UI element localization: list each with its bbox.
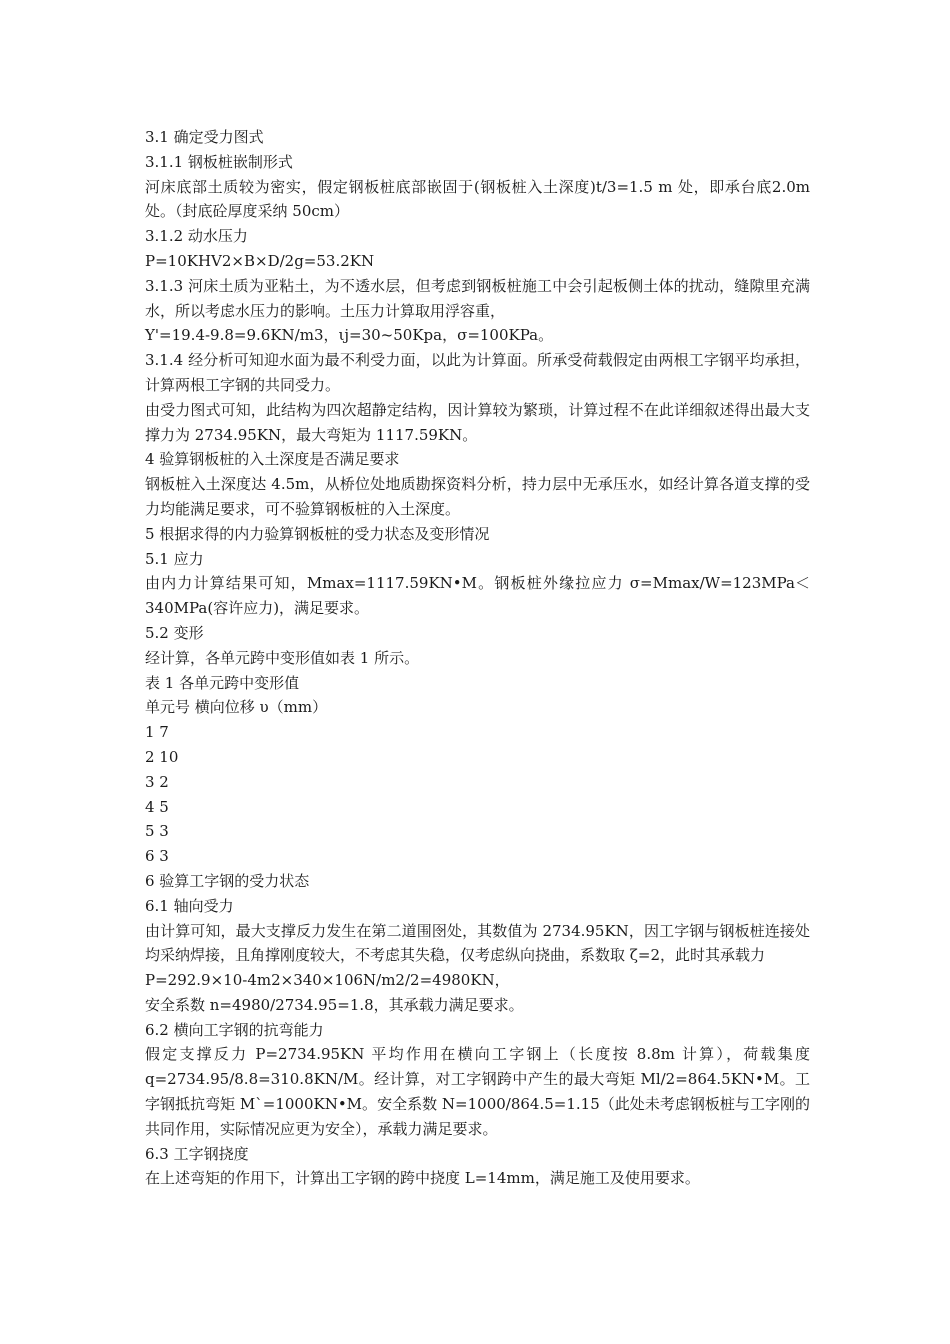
heading-3-1-2: 3.1.2 动水压力	[145, 227, 248, 246]
heading-6-3: 6.3 工字钢挠度	[145, 1144, 249, 1163]
table-row: 3 2	[145, 772, 169, 791]
paragraph-deformation: 经计算，各单元跨中变形值如表 1 所示。	[145, 648, 420, 667]
paragraph-bending: 假定支撑反力 P=2734.95KN 平均作用在横向工字钢上（长度按 8.8m 计算），荷载集度q=2734.95/8.8=310.8KN/M。经计算，对工字钢跨中产生的最大弯矩 Ml/2=864.5KN•M。工字钢抵抗弯矩 M`=1000KN•M。安全系数 N=1000/864.5=1.15（此处未考虑钢板桩与工字刚的共同作用，实际情况应更为安全），承载力满足要求。	[145, 1045, 810, 1138]
document-body	[145, 125, 810, 1191]
table-row: 4 5	[145, 797, 169, 816]
table-row: 1 7	[145, 723, 169, 742]
heading-6-1: 6.1 轴向受力	[145, 896, 234, 915]
heading-6-2: 6.2 横向工字钢的抗弯能力	[145, 1020, 324, 1039]
paragraph-3-1-3: 3.1.3 河床土质为亚粘土，为不透水层，但考虑到钢板桩施工中会引起板侧土体的扰动，缝隙里充满水，所以考虑水压力的影响。土压力计算取用浮容重，	[145, 276, 810, 320]
paragraph-embed-check: 钢板桩入土深度达 4.5m，从桥位处地质勘探资料分析，持力层中无承压水，如经计算各道支撑的受力均能满足要求，可不验算钢板桩的入土深度。	[145, 475, 810, 518]
formula-buoyant-weight: Y'=19.4-9.8=9.6KN/m3，ιj=30~50Kpa，σ=100KPa。	[145, 326, 554, 345]
table-header: 单元号 横向位移 υ（mm）	[145, 698, 328, 717]
paragraph-safety-factor: 安全系数 n=4980/2734.95=1.8，其承载力满足要求。	[145, 995, 524, 1014]
heading-5: 5 根据求得的内力验算钢板桩的受力状态及变形情况	[145, 524, 490, 543]
heading-3-1-1: 3.1.1 钢板桩嵌制形式	[145, 152, 293, 171]
paragraph-3-1-4: 3.1.4 经分析可知迎水面为最不利受力面，以此为计算面。所承受荷载假定由两根工字钢平均承担，计算两根工字钢的共同受力。	[145, 351, 810, 394]
heading-4: 4 验算钢板桩的入土深度是否满足要求	[145, 450, 400, 469]
table-row: 2 10	[145, 747, 179, 766]
paragraph-embed-depth: 河床底部土质较为密实，假定钢板桩底部嵌固于(钢板桩入土深度)t/3=1.5 m 处，即承台底2.0m 处。（封底砼厚度采纳 50cm）	[145, 177, 810, 221]
heading-6: 6 验算工字钢的受力状态	[145, 871, 310, 890]
table-caption: 表 1 各单元跨中变形值	[145, 673, 300, 692]
heading-3-1: 3.1 确定受力图式	[145, 128, 264, 146]
heading-5-1: 5.1 应力	[145, 549, 204, 568]
formula-dynamic-pressure: P=10KHV2×B×D/2g=53.2KN	[145, 251, 375, 270]
paragraph-stress: 由内力计算结果可知，Mmax=1117.59KN•M。钢板桩外缘拉应力 σ=Mmax/W=123MPa＜340MPa(容许应力)，满足要求。	[145, 574, 810, 618]
table-row: 6 3	[145, 847, 169, 866]
heading-5-2: 5.2 变形	[145, 623, 204, 642]
table-row: 5 3	[145, 822, 169, 841]
formula-capacity: P=292.9×10-4m2×340×106N/m2/2=4980KN，	[145, 971, 510, 990]
paragraph-axial: 由计算可知，最大支撑反力发生在第二道围囹处，其数值为 2734.95KN，因工字钢与钢板桩连接处均采纳焊接，且角撑刚度较大，不考虑其失稳，仅考虑纵向挠曲，系数取 ζ=2，此时其承载力	[145, 921, 810, 965]
paragraph-max-support: 由受力图式可知，此结构为四次超静定结构，因计算较为繁琐，计算过程不在此详细叙述得出最大支撑力为 2734.95KN，最大弯矩为 1117.59KN。	[145, 400, 810, 444]
paragraph-deflection: 在上述弯矩的作用下，计算出工字钢的跨中挠度 L=14mm，满足施工及使用要求。	[145, 1169, 700, 1188]
